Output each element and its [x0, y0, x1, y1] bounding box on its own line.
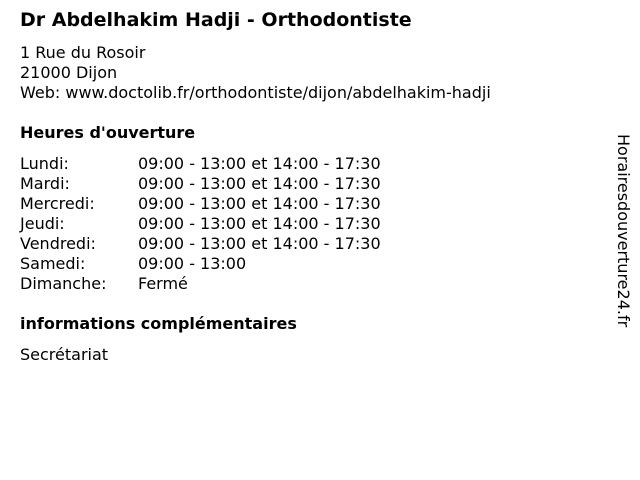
day-label: Mardi:	[20, 174, 70, 193]
address-web: Web: www.doctolib.fr/orthodontiste/dijon/abdelhakim-hadji	[20, 83, 491, 102]
time-value: Fermé	[138, 274, 188, 293]
day-label: Mercredi:	[20, 194, 95, 213]
address-block	[20, 43, 491, 103]
day-label: Jeudi:	[20, 214, 65, 233]
address-city: 21000 Dijon	[20, 63, 118, 82]
additional-info-text: Secrétariat	[20, 345, 109, 364]
hours-row-vendredi	[20, 234, 381, 254]
day-label: Samedi:	[20, 254, 86, 273]
hours-row-lundi	[20, 154, 381, 174]
time-value: 09:00 - 13:00 et 14:00 - 17:30	[138, 234, 381, 253]
hours-row-mercredi	[20, 194, 381, 214]
hours-row-jeudi	[20, 214, 381, 234]
day-label: Vendredi:	[20, 234, 96, 253]
page-title: Dr Abdelhakim Hadji - Orthodontiste	[20, 9, 412, 31]
time-value: 09:00 - 13:00 et 14:00 - 17:30	[138, 194, 381, 213]
day-label: Dimanche:	[20, 274, 107, 293]
time-value: 09:00 - 13:00 et 14:00 - 17:30	[138, 214, 381, 233]
hours-row-mardi	[20, 174, 381, 194]
hours-row-samedi	[20, 254, 381, 274]
additional-info-heading: informations complémentaires	[20, 314, 297, 333]
watermark-text: Horairesdouverture24.fr	[614, 134, 633, 328]
hours-row-dimanche	[20, 274, 381, 294]
time-value: 09:00 - 13:00 et 14:00 - 17:30	[138, 154, 381, 173]
opening-hours-heading: Heures d'ouverture	[20, 123, 196, 142]
day-label: Lundi:	[20, 154, 69, 173]
opening-hours-table	[20, 154, 381, 294]
time-value: 09:00 - 13:00 et 14:00 - 17:30	[138, 174, 381, 193]
address-street: 1 Rue du Rosoir	[20, 43, 146, 62]
time-value: 09:00 - 13:00	[138, 254, 247, 273]
